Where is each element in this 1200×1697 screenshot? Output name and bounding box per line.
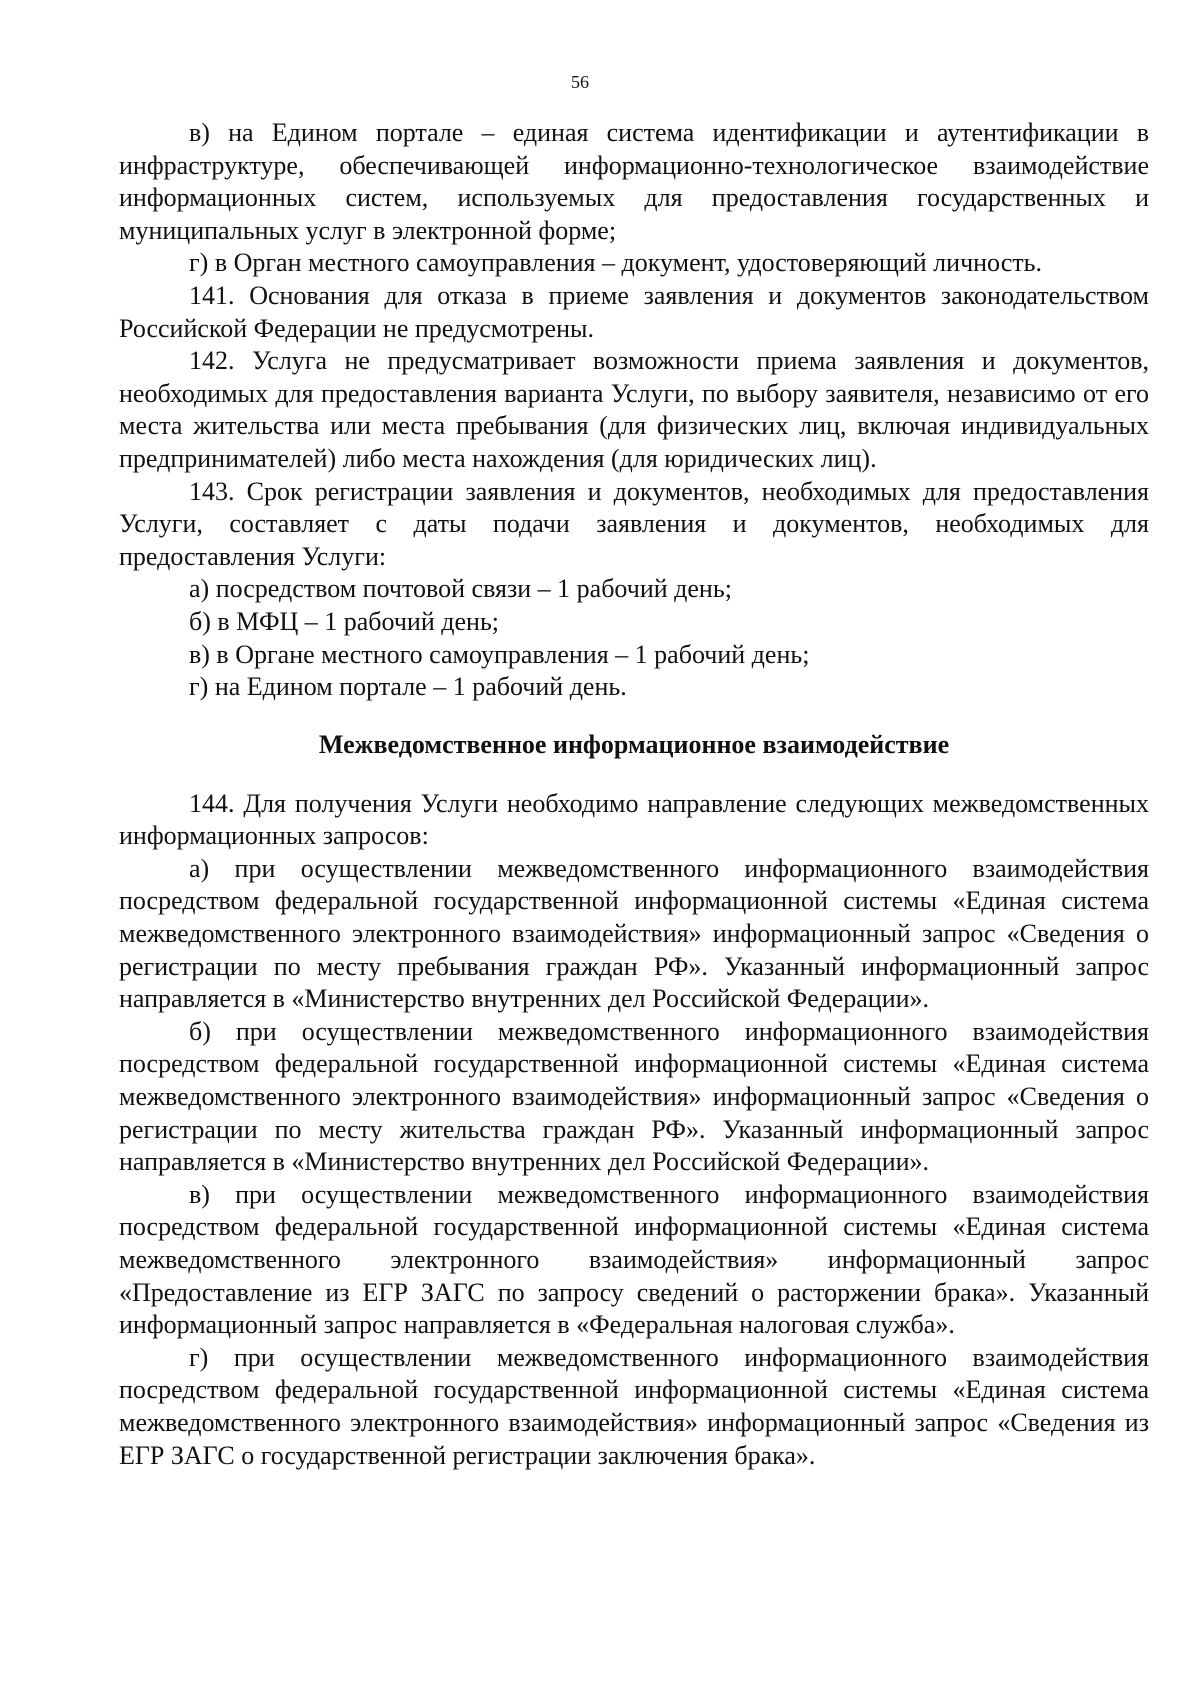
list-item-local-government: в) в Органе местного самоуправления – 1 рабочий день; [189, 639, 810, 669]
paragraph-141: 141. Основания для отказа в приеме заявления и документов законодательством Российской Федерации не предусмотрены. [119, 280, 1149, 343]
document-body [119, 117, 1149, 1472]
list-item-postal: а) посредством почтовой связи – 1 рабочий день; [189, 574, 732, 604]
request-item-v: в) при осуществлении межведомственного информационного взаимодействия посредством федеральной государственной информационной системы «Единая система межведомственного электронного взаимодействия» информационный запрос «Предоставление из ЕГР ЗАГС по запросу сведений о расторжении брака». Указанный информационный запрос направляется в «Федеральная налоговая служба». [119, 1179, 1149, 1340]
list-item-mfc: б) в МФЦ – 1 рабочий день; [189, 606, 500, 636]
paragraph-143: 143. Срок регистрации заявления и документов, необходимых для предоставления Услуги, составляет с даты подачи заявления и документов, необходимых для предоставления Услуги: [119, 476, 1149, 571]
request-item-g: г) при осуществлении межведомственного информационного взаимодействия посредством федеральной государственной информационной системы «Единая система межведомственного электронного взаимодействия» информационный запрос «Сведения из ЕГР ЗАГС о государственной регистрации заключения брака». [119, 1342, 1149, 1470]
paragraph-portal-identification: в) на Едином портале – единая система идентификации и аутентификации в инфраструктуре, обеспечивающей информационно-технологическое взаимодействие информационных систем, используемых для предоставления государственных и муниципальных услуг в электронной форме; [119, 118, 1149, 245]
list-item-unified-portal: г) на Едином портале – 1 рабочий день. [189, 672, 627, 702]
paragraph-local-government-document: г) в Орган местного самоуправления – документ, удостоверяющий личность. [189, 248, 1042, 278]
page-number: 56 [571, 72, 589, 92]
section-heading: Межведомственное информационное взаимодействие [318, 729, 950, 759]
request-item-a: а) при осуществлении межведомственного информационного взаимодействия посредством федеральной государственной информационной системы «Единая система межведомственного электронного взаимодействия» информационный запрос «Сведения о регистрации по месту пребывания граждан РФ». Указанный информационный запрос направляется в «Министерство внутренних дел Российской Федерации». [119, 853, 1149, 1014]
request-item-b: б) при осуществлении межведомственного информационного взаимодействия посредством федеральной государственной информационной системы «Единая система межведомственного электронного взаимодействия» информационный запрос «Сведения о регистрации по месту жительства граждан РФ». Указанный информационный запрос направляется в «Министерство внутренних дел Российской Федерации». [119, 1016, 1149, 1177]
paragraph-144: 144. Для получения Услуги необходимо направление следующих межведомственных информационных запросов: [119, 788, 1149, 851]
paragraph-142: 142. Услуга не предусматривает возможности приема заявления и документов, необходимых для предоставления варианта Услуги, по выбору заявителя, независимо от его места жительства или места пребывания (для физических лиц, включая индивидуальных предпринимателей) либо места нахождения (для юридических лиц). [119, 346, 1149, 473]
